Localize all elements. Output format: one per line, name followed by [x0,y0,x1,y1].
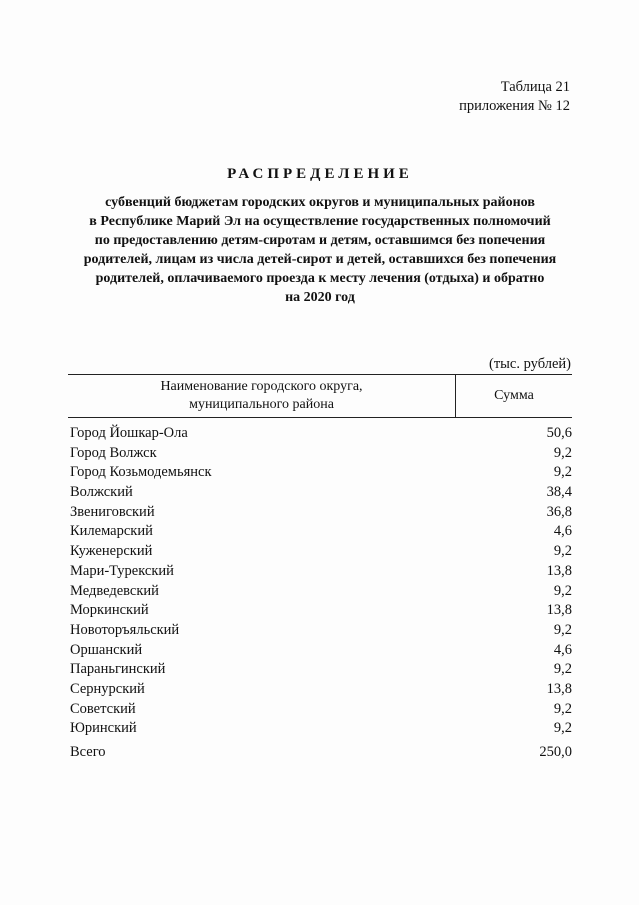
municipality-name: Юринский [70,720,137,737]
amount-value: 36,8 [546,503,572,520]
municipality-name: Килемарский [70,523,153,540]
table-row [70,719,572,739]
subtitle-line: субвенций бюджетам городских округов и муниципальных районов [105,195,535,210]
amount-value: 9,2 [553,444,572,461]
municipality-name: Советский [70,700,136,717]
table-row [70,660,572,680]
amount-value: 50,6 [546,425,572,441]
table-row [70,463,572,483]
subtitle-line: родителей, лицам из числа детей-сирот и детей, оставшихся без попечения [83,252,557,267]
amount-value: 13,8 [546,602,572,619]
subtitle-line: по предоставлению детям-сиротам и детям, оставшимся без попечения [94,233,546,248]
subtitle-line: родителей, оплачиваемого проезда к месту лечения (отдыха) и обратно [95,271,545,286]
municipality-name: Моркинский [70,602,149,619]
table-row [70,680,572,700]
amount-value: 38,4 [546,484,572,501]
municipality-name: Город Волжск [70,444,157,461]
amount-value: 13,8 [546,562,572,579]
subtitle-line: в Республике Марий Эл на осуществление государственных полномочий [89,214,551,229]
column-header-name [68,375,456,417]
amount-value: 9,2 [553,621,572,638]
document-title: РАСПРЕДЕЛЕНИЕ [227,166,413,182]
table-row [70,522,572,542]
municipality-name: Город Козьмодемьянск [70,464,212,481]
municipality-name: Мари-Турекский [70,562,174,579]
table-header [68,374,572,418]
table-row [70,424,572,444]
annex-table-number: Таблица 21 [500,79,570,95]
table-row [70,483,572,503]
annex-reference [459,78,570,116]
table-body [70,424,572,739]
table-row [70,641,572,661]
total-label: Всего [70,744,106,760]
municipality-name: Звениговский [70,503,155,520]
amount-value: 9,2 [553,543,572,560]
amount-value: 9,2 [553,700,572,717]
municipality-name: Город Йошкар-Ола [70,425,188,441]
amount-value: 13,8 [546,680,572,697]
amount-value: 9,2 [553,582,572,599]
table-row [70,621,572,641]
municipality-name: Куженерский [70,543,153,560]
municipality-name: Волжский [70,484,133,501]
table-row [70,601,572,621]
municipality-name: Оршанский [70,641,143,658]
municipality-name: Сернурский [70,680,145,697]
table-row [70,503,572,523]
document-subtitle [40,193,600,307]
amount-value: 4,6 [553,641,572,658]
total-value: 250,0 [539,744,572,760]
amount-value: 9,2 [553,661,572,678]
subtitle-line: на 2020 год [285,290,355,305]
units-note: (тыс. рублей) [489,356,571,372]
table-row [70,582,572,602]
amount-value: 9,2 [553,464,572,481]
amount-value: 4,6 [553,523,572,540]
amount-value: 9,2 [553,720,572,737]
column-header-name-line: муниципального района [189,397,334,412]
municipality-name: Параньгинский [70,661,166,678]
table-row [70,542,572,562]
column-header-sum: Сумма [494,388,534,403]
table-row [70,444,572,464]
column-header-name-line: Наименование городского округа, [160,379,363,394]
table-row [70,562,572,582]
municipality-name: Медведевский [70,582,159,599]
municipality-name: Новоторъяльский [70,621,180,638]
total-row [70,742,572,762]
annex-appendix-number: приложения № 12 [459,98,570,114]
table-row [70,700,572,720]
